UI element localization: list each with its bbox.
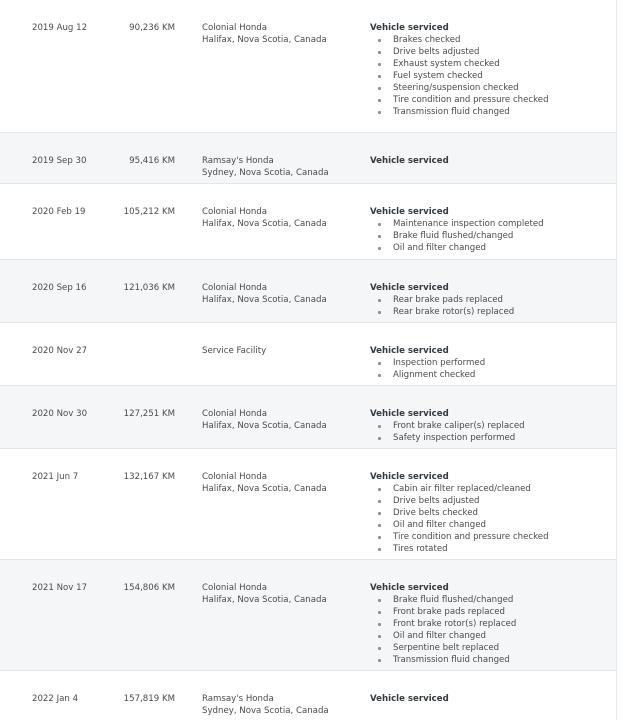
service-title: Vehicle serviced — [370, 409, 449, 419]
service-details — [370, 386, 525, 444]
service-details — [370, 560, 516, 666]
location-city: Halifax, Nova Scotia, Canada — [202, 421, 327, 431]
service-title: Vehicle serviced — [370, 472, 449, 482]
service-record-row — [0, 259, 616, 322]
location-name: Colonial Honda — [202, 472, 268, 482]
service-date: 2020 Nov 30 — [32, 409, 88, 419]
service-item: Serpentine belt replaced — [370, 642, 516, 654]
location-city: Halifax, Nova Scotia, Canada — [202, 219, 327, 229]
service-item: Brake fluid flushed/changed — [370, 594, 516, 606]
odometer-reading: 105,212 KM — [123, 207, 175, 217]
location-name: Colonial Honda — [202, 409, 268, 419]
service-date: 2021 Jun 7 — [32, 472, 79, 482]
service-items-list — [370, 294, 514, 318]
service-record-row — [0, 448, 616, 559]
service-item: Tire condition and pressure checked — [370, 531, 549, 543]
service-record-row — [0, 322, 616, 385]
location-name: Colonial Honda — [202, 23, 268, 33]
service-location — [202, 184, 327, 230]
service-record-row — [0, 385, 616, 448]
service-record-row — [0, 132, 616, 183]
service-location — [202, 449, 327, 495]
service-date: 2022 Jan 4 — [32, 694, 79, 704]
location-name: Service Facility — [202, 346, 267, 356]
location-city: Sydney, Nova Scotia, Canada — [202, 706, 329, 716]
service-item: Oil and filter changed — [370, 242, 544, 254]
service-items-list — [370, 483, 549, 555]
odometer-reading: 127,251 KM — [123, 409, 175, 419]
service-title: Vehicle serviced — [370, 694, 449, 704]
location-name: Ramsay's Honda — [202, 694, 274, 704]
odometer-reading: 154,806 KM — [123, 583, 175, 593]
service-items-list — [370, 420, 525, 444]
service-items-list — [370, 594, 516, 666]
odometer-reading: 95,416 KM — [129, 156, 175, 166]
service-item: Transmission fluid changed — [370, 654, 516, 666]
service-date: 2021 Nov 17 — [32, 583, 88, 593]
service-location — [202, 323, 266, 357]
odometer-reading: 132,167 KM — [123, 472, 175, 482]
service-record-row — [0, 559, 616, 670]
service-details — [370, 184, 544, 254]
service-item: Drive belts adjusted — [370, 495, 549, 507]
service-date: 2019 Sep 30 — [32, 156, 87, 166]
service-title: Vehicle serviced — [370, 207, 449, 217]
service-item: Front brake pads replaced — [370, 606, 516, 618]
service-item: Inspection performed — [370, 357, 485, 369]
service-item: Safety inspection performed — [370, 432, 525, 444]
service-location — [202, 560, 327, 606]
service-location — [202, 133, 329, 179]
service-item: Transmission fluid changed — [370, 106, 549, 118]
service-date: 2020 Sep 16 — [32, 283, 87, 293]
service-details — [370, 0, 549, 118]
service-details — [370, 449, 549, 555]
service-date: 2019 Aug 12 — [32, 23, 88, 33]
location-city: Sydney, Nova Scotia, Canada — [202, 168, 329, 178]
service-date: 2020 Feb 19 — [32, 207, 86, 217]
location-name: Ramsay's Honda — [202, 156, 274, 166]
location-city: Halifax, Nova Scotia, Canada — [202, 595, 327, 605]
service-items-list — [370, 34, 549, 118]
service-item: Front brake caliper(s) replaced — [370, 420, 525, 432]
service-location — [202, 260, 327, 306]
service-item: Maintenance inspection completed — [370, 218, 544, 230]
service-item: Oil and filter changed — [370, 519, 549, 531]
service-location — [202, 0, 327, 46]
service-details — [370, 133, 449, 167]
odometer-reading: 157,819 KM — [123, 694, 175, 704]
odometer-reading: 121,036 KM — [123, 283, 175, 293]
service-item: Tire condition and pressure checked — [370, 94, 549, 106]
service-item: Brakes checked — [370, 34, 549, 46]
service-item: Front brake rotor(s) replaced — [370, 618, 516, 630]
service-item: Steering/suspension checked — [370, 82, 549, 94]
service-item: Fuel system checked — [370, 70, 549, 82]
service-item: Rear brake pads replaced — [370, 294, 514, 306]
service-location — [202, 671, 329, 717]
service-details — [370, 671, 449, 705]
service-record-row — [0, 0, 616, 132]
service-title: Vehicle serviced — [370, 23, 449, 33]
odometer-reading: 90,236 KM — [129, 23, 175, 33]
location-name: Colonial Honda — [202, 207, 268, 217]
service-item: Drive belts checked — [370, 507, 549, 519]
service-item: Tires rotated — [370, 543, 549, 555]
service-item: Cabin air filter replaced/cleaned — [370, 483, 549, 495]
service-item: Brake fluid flushed/changed — [370, 230, 544, 242]
location-name: Colonial Honda — [202, 583, 268, 593]
service-item: Exhaust system checked — [370, 58, 549, 70]
service-item: Drive belts adjusted — [370, 46, 549, 58]
service-record-row — [0, 670, 616, 720]
location-name: Colonial Honda — [202, 283, 268, 293]
location-city: Halifax, Nova Scotia, Canada — [202, 484, 327, 494]
odometer-reading — [100, 323, 175, 345]
service-date: 2020 Nov 27 — [32, 346, 88, 356]
service-details — [370, 323, 485, 381]
service-items-list — [370, 357, 485, 381]
service-title: Vehicle serviced — [370, 583, 449, 593]
service-location — [202, 386, 327, 432]
service-title: Vehicle serviced — [370, 156, 449, 166]
service-item: Oil and filter changed — [370, 630, 516, 642]
service-details — [370, 260, 514, 318]
location-city: Halifax, Nova Scotia, Canada — [202, 35, 327, 45]
service-title: Vehicle serviced — [370, 283, 449, 293]
service-title: Vehicle serviced — [370, 346, 449, 356]
service-items-list — [370, 218, 544, 254]
service-item: Rear brake rotor(s) replaced — [370, 306, 514, 318]
location-city: Halifax, Nova Scotia, Canada — [202, 295, 327, 305]
service-item: Alignment checked — [370, 369, 485, 381]
service-record-row — [0, 183, 616, 259]
